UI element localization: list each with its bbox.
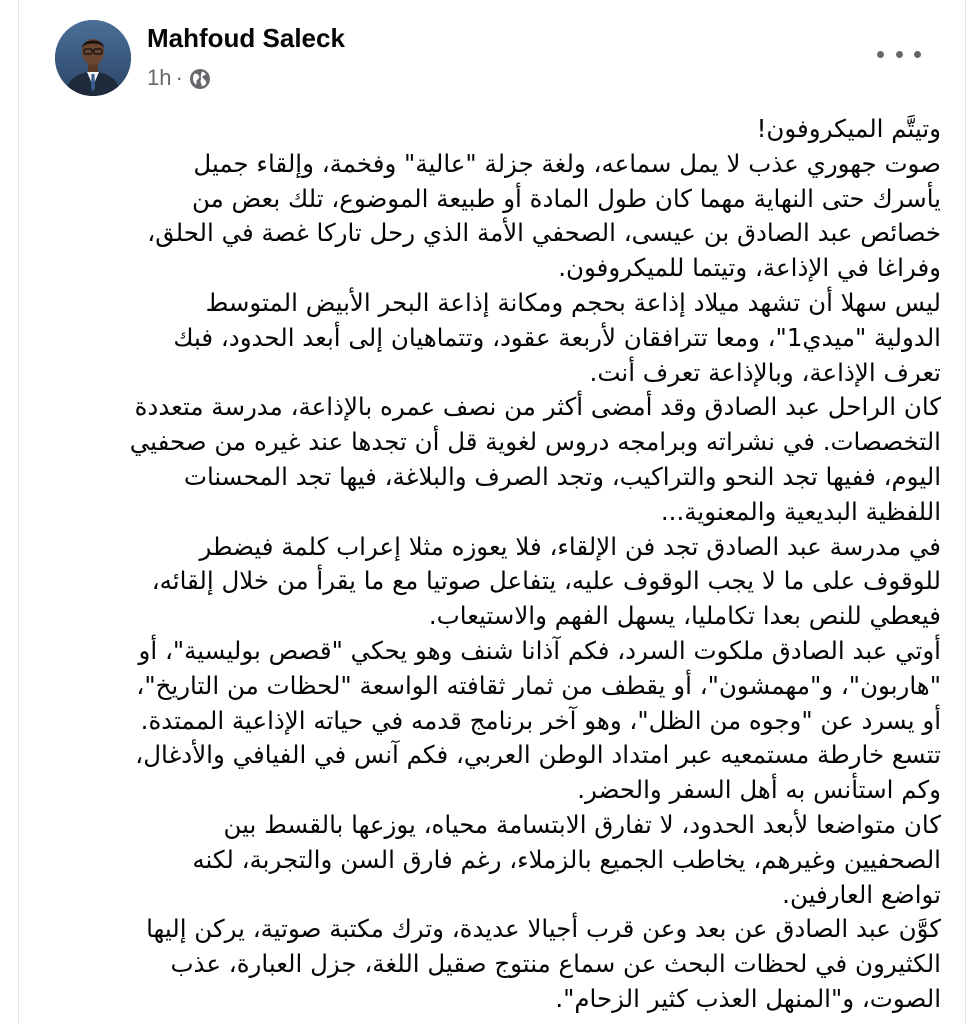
post-text-line: اللفظية البديعية والمعنوية... [660,496,941,526]
post-timestamp[interactable]: 1h [147,65,172,90]
post-text-line: الكثيرون في لحظات البحث عن سماع منتوج صقيل اللغة، جزل العبارة، عذب [170,949,941,979]
post-text-line: يأسرك حتى النهاية مهما كان طول المادة أو طبيعة الموضوع، تلك بعض من [191,183,941,213]
post-text-line: الصحفيين وغيرهم، يخاطب الجميع بالزملاء، رغم فارق السن والتجربة، لكنه [192,844,941,874]
author-avatar[interactable] [55,20,131,96]
post-text-line: "هاربون"، و"مهمشون"، أو يقطف من ثمار ثقافته الواسعة "لحظات من التاريخ"، [136,670,941,700]
post-text-line: الصوت، و"المنهل العذب كثير الزحام". [555,983,941,1013]
post-text-line: أو يسرد عن "وجوه من الظل"، وهو آخر برنامج قدمه في حياته الإذاعية الممتدة. [140,705,941,735]
post-text-line: اليوم، ففيها تجد النحو والتراكيب، وتجد الصرف والبلاغة، فيها تجد المحسنات [183,461,941,491]
post-text-line: ليس سهلا أن تشهد ميلاد إذاعة بحجم ومكانة إذاعة البحر الأبيض المتوسط [205,287,941,317]
more-dot [877,51,884,58]
post-text-line: كان متواضعا لأبعد الحدود، لا تفارق الابتسامة محياه، يوزعها بالقسط بين [223,809,941,839]
post-text-line: وكم استأنس به أهل السفر والحضر. [577,775,941,805]
post-text-line: خصائص عبد الصادق بن عيسى، الصحفي الأمة الذي رحل تاركا غصة في الحلق، [147,218,941,248]
post-text-line: أوتي عبد الصادق ملكوت السرد، فكم آذانا شنف وهو يحكي "قصص بوليسية"، أو [138,635,941,665]
post-text-line: الدولية "ميدي1"، ومعا تترافقان لأربعة عقود، وتتماهيان إلى أبعد الحدود، فبك [173,322,941,352]
meta-separator: · [175,65,183,90]
author-name[interactable]: Mahfoud Saleck [147,23,345,53]
more-dot [896,51,903,58]
post-text-line: كان الراحل عبد الصادق وقد أمضى أكثر من نصف عمره بالإذاعة، مدرسة متعددة [134,392,941,422]
post-text-line: في مدرسة عبد الصادق تجد فن الإلقاء، فلا يعوزه مثلا إعراب كلمة فيضطر [199,531,941,561]
more-options-icon[interactable] [877,36,921,72]
post-text-line: وتيتَّم الميكروفون! [756,114,941,143]
post-text-line: كوَّن عبد الصادق عن بعد وعن قرب أجيالا عديدة، وترك مكتبة صوتية، يركن إليها [146,914,941,944]
more-dot [914,51,921,58]
post-text-line: وفراغا في الإذاعة، وتيتما للميكروفون. [558,253,941,283]
post-text-line: للوقوف على ما لا يجب الوقوف عليه، يتفاعل صوتيا مع ما يقرأ من خلال إلقائه، [151,566,941,596]
post-text-line: صوت جهوري عذب لا يمل سماعه، ولغة جزلة "عالية" وفخمة، وإلقاء جميل [193,148,941,178]
post-text-line: تعرف الإذاعة، وبالإذاعة تعرف أنت. [589,357,941,387]
globe-icon[interactable] [189,67,211,89]
post-card [18,0,966,1024]
post-text-line: التخصصات. في نشراته وبرامجه دروس لغوية قل أن تجدها عند غيره من صحفيي [129,427,941,457]
post-text-line: تواضع العارفين. [782,879,941,909]
post-meta [147,62,211,94]
post-text-line: تتسع خارطة مستمعيه عبر امتداد الوطن العربي، فكم آنس في الفيافي والأدغال، [135,740,941,770]
post-text [77,112,941,1017]
post-text-line: فيعطي للنص بعدا تكامليا، يسهل الفهم والاستيعاب. [428,601,941,631]
